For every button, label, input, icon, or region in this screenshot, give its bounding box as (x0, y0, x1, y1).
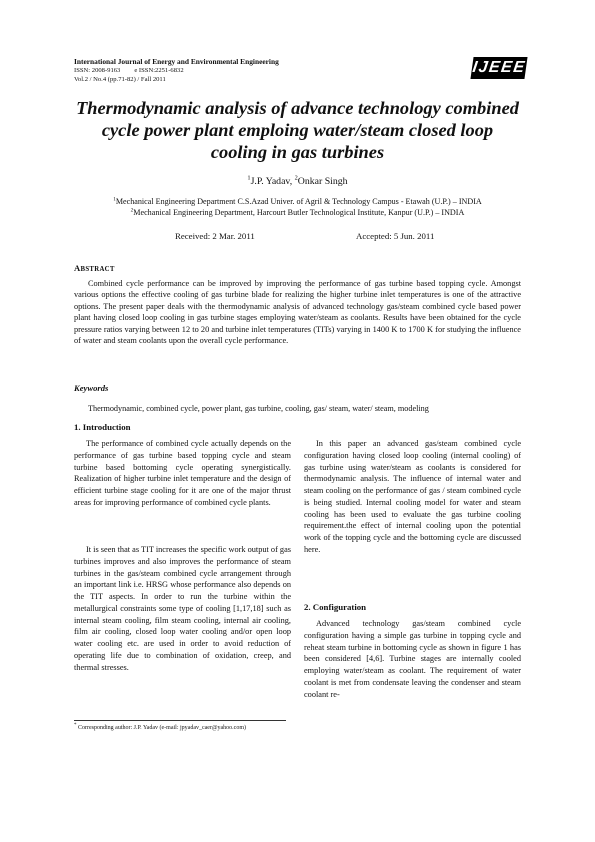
footnote-text: Corresponding author: J.P. Yadav (e-mail: jpyadav_caer@yahoo.com) (78, 725, 246, 731)
volume-info: Vol.2 / No.4 (pp.71-82) / Fall 2011 (74, 76, 166, 83)
intro-paragraph-2: It is seen that as TIT increases the specific work output of gas turbines improves and also improves the performance of steam turbines in the gas/steam combined cycle arrangement through an important link i.e. HRSG whose performance also depends on the TIT aspects. In order to run the turbine within the metallurgical constraints some type of cooling [1,17,18] such as internal steam cooling, film steam cooling, internal air cooling, film air cooling, closed loop water cooling and/or open loop water cooling etc. are used in order to avoid reduction of operating life due to combination of oxidation, creep, and thermal stresses. (74, 545, 291, 672)
footnote-mark: * (74, 723, 77, 728)
keywords-text: Thermodynamic, combined cycle, power plant, gas turbine, cooling, gas/ steam, water/ steam, modeling (88, 404, 429, 413)
intro-paragraph-3: In this paper an advanced gas/steam combined cycle configuration having closed loop cooling (internal cooling) of gas turbine using water/steam as coolants is considered for thermodynamic analysis. The influence of internal water and steam cooling on the performance of gas / steam combined cycle is being studied. Internal cooling model for water and steam cooling has been used to evaluate the gas turbine cooling requirement.the effect of internal cooling upon the potential work of the topping cycle and the bottoming cycle are discussed here. (304, 439, 521, 554)
eissn: e ISSN:2251-6832 (134, 67, 184, 74)
config-paragraph-1: Advanced technology gas/steam combined cycle configuration having a simple gas turbine in topping cycle and reheat steam turbine in bottoming cycle as shown in figure 1 has been considered [4,6]. Turbine stages are internally cooled employing water/steam as coolant. The requirement of water coolant is met from condensate leaving the condenser and steam coolant re- (304, 619, 521, 699)
aff1-text: Mechanical Engineering Department C.S.Azad Univer. of Agril & Technology Campus - Etawah (U.P.) – INDIA (115, 197, 482, 206)
abstract-heading-rest: BSTRACT (80, 266, 115, 273)
journal-name: International Journal of Energy and Environmental Engineering (74, 57, 279, 66)
aff2-text: Mechanical Engineering Department, Harcourt Butler Technological Institute, Kanpur (U.P.) – INDIA (133, 208, 465, 217)
accepted-date: Accepted: 5 Jun. 2011 (356, 231, 435, 241)
aff1-sup: 1 (113, 196, 116, 203)
affiliation-1 (74, 197, 521, 206)
footnote (74, 723, 246, 731)
abstract-heading-initial: A (74, 263, 81, 273)
author2-sup: 2 (294, 174, 298, 182)
issn-line (74, 67, 184, 74)
abstract-heading (74, 263, 115, 273)
abstract-text: Combined cycle performance can be improved by improving the performance of gas turbine based topping cycle. Amongst various options the effective cooling of gas turbine blade for realizing the higher turbine inlet temperatures is one of the attractive options. The present paper deals with the thermodynamic analysis of advanced technology gas/steam combined cycle based power plant having closed loop cooling in gas turbine stages employing water/steam as coolants. Results have been obtained for the cycle pressure ratios varying between 12 to 20 and turbine inlet temperatures (TITs) varying in 1400 K to 1700 K for studying the influence of water and steam coolants upon the overall cycle performance. (74, 279, 521, 346)
keywords-heading: Keywords (74, 383, 109, 393)
received-date: Received: 2 Mar. 2011 (175, 231, 255, 241)
paper-title: Thermodynamic analysis of advance technology combined cycle power plant emploing water/steam closed loop cooling in gas turbines (76, 98, 519, 162)
journal-logo: IJEEE (470, 57, 527, 79)
aff2-sup: 2 (130, 207, 134, 214)
author1-sup: 1 (247, 174, 251, 182)
section-heading-configuration: 2. Configuration (304, 602, 367, 612)
author-line (74, 176, 521, 187)
footnote-divider (74, 720, 286, 721)
section-heading-introduction: 1. Introduction (74, 422, 131, 432)
intro-paragraph-1: The performance of combined cycle actually depends on the performance of gas turbine based topping cycle and steam turbine based bottoming cycle operating synergistically. Realization of higher turbine inlet temperature and the design of efficient turbine stage cooling for it are one of the major thrust areas for improving performance of combined cycle plants. (74, 439, 291, 507)
affiliation-2 (74, 208, 521, 217)
issn: ISSN: 2008-9163 (74, 67, 121, 74)
author1: J.P. Yadav, (250, 176, 295, 187)
author2: Onkar Singh (297, 176, 348, 187)
